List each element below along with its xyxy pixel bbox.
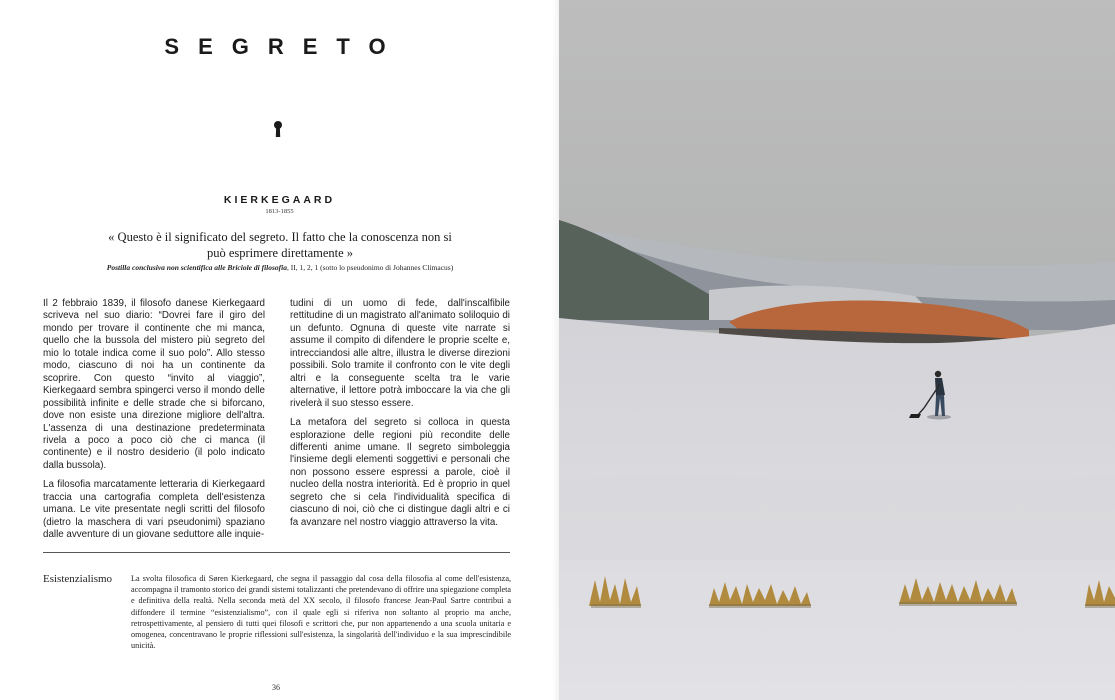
author-dates: 1813-1855: [265, 208, 294, 215]
body-paragraph: Il 2 febbraio 1839, il filosofo danese Kierkegaard scriveva nel suo diario: “Dovrei fare il giro del mondo per trovare il continente che mi manca, quello che la bussola del mistero più segreto del mio lo totale indica come il suo polo”. Allo stesso modo, ciascuno di noi ha un continente da scoprire. Con questo “invito al viaggio”, Kierkegaard sembra spingerci verso il mondo delle possibilità infinite e delle strade che si biforcano, dove non esiste una direzione migliore dell'altra. L'assenza di una destinazione predeterminata rivela a poco a poco ciò che ci manca (il continente) e il nostro desiderio (il polo indicato dalla bussola).: [43, 298, 265, 471]
note-label: Esistenzialismo: [43, 573, 113, 585]
body-paragraph: La metafora del segreto si colloca in questa esplorazione delle regioni più recondite delle differenti anime umane. Il segreto simboleggia l'insieme degli elementi soggettivi e personali che non possono essere espressi a parole, cioè il nucleo della nostra interiorità. Ed è proprio in quel segreto che si cela l'individualità specifica di ciascuno di noi, ciò che ci distingue dagli altri e ci fa avanzare nel nostro viaggio attraverso la vita.: [290, 417, 510, 528]
author-name: KIERKEGAARD: [223, 194, 336, 206]
body-column-right: [290, 298, 510, 536]
body-paragraph: tudini di un uomo di fede, dall'inscalfibile rettitudine di un magistrato all'animato soliloquio di un defunto. Ognuna di queste vite narrate si assume il compito di difendere le proprie scelte e, intrecciandosi alle altre, illustra le diverse direzioni possibili. Solo tramite il confronto con le vite degli altri e la conseguente scelta tra le varie alternative, il lettore potrà imboccare la via che gli rivelerà il suo stesso essere.: [290, 298, 510, 409]
body-column-left: [43, 298, 265, 549]
snow-landscape-painting: [559, 0, 1115, 700]
snow-shading: [559, 476, 1115, 560]
quote-source-rest: , II, 1, 2, 1 (sotto lo pseudonimo di Johannes Climacus): [286, 263, 454, 272]
keyhole-icon: [272, 120, 284, 138]
page-number: 36: [272, 683, 280, 692]
quote-text: « Questo è il significato del segreto. Il fatto che la conoscenza non si può esprimere direttamente »: [108, 230, 452, 260]
note-text: La svolta filosofica di Søren Kierkegaard, che segna il passaggio dal cosa della filosofia al come dell'esistenza, accompagna il tramonto storico dei grandi sistemi totalizzanti che pretendevano di offrire una spiegazione completa e definitiva della realtà. Nella seconda metà del XX secolo, il filosofo francese Jean-Paul Sartre contribuì a diffondere il termine “esistenzialismo”, con il quale egli si riferiva non soltanto al proprio ma anche, retrospettivamente, al pensiero di tutti quei filosofi e scrittori che, pur non appartenendo a una scuola unitaria e omogenea, concentravano le proprie riflessioni sull'esistenza, la singolarità dell'individuo e la sua imprescindibile unicità.: [131, 574, 511, 651]
page-title: SEGRETO: [164, 34, 405, 59]
body-paragraph: La filosofia marcatamente letteraria di Kierkegaard traccia una cartografia completa dell'esistenza umana. Le vite presentate negli scritti del filosofo (dietro la maschera di vari pseudonimi) spaziano dalle avventure di un giovane seduttore alle inquie-: [43, 479, 265, 541]
page-gutter: [552, 0, 559, 700]
divider: [43, 552, 510, 553]
quote-source-title: Postilla conclusiva non scientifica alle Briciole di filosofia: [106, 263, 287, 272]
quote-source: [40, 263, 520, 272]
